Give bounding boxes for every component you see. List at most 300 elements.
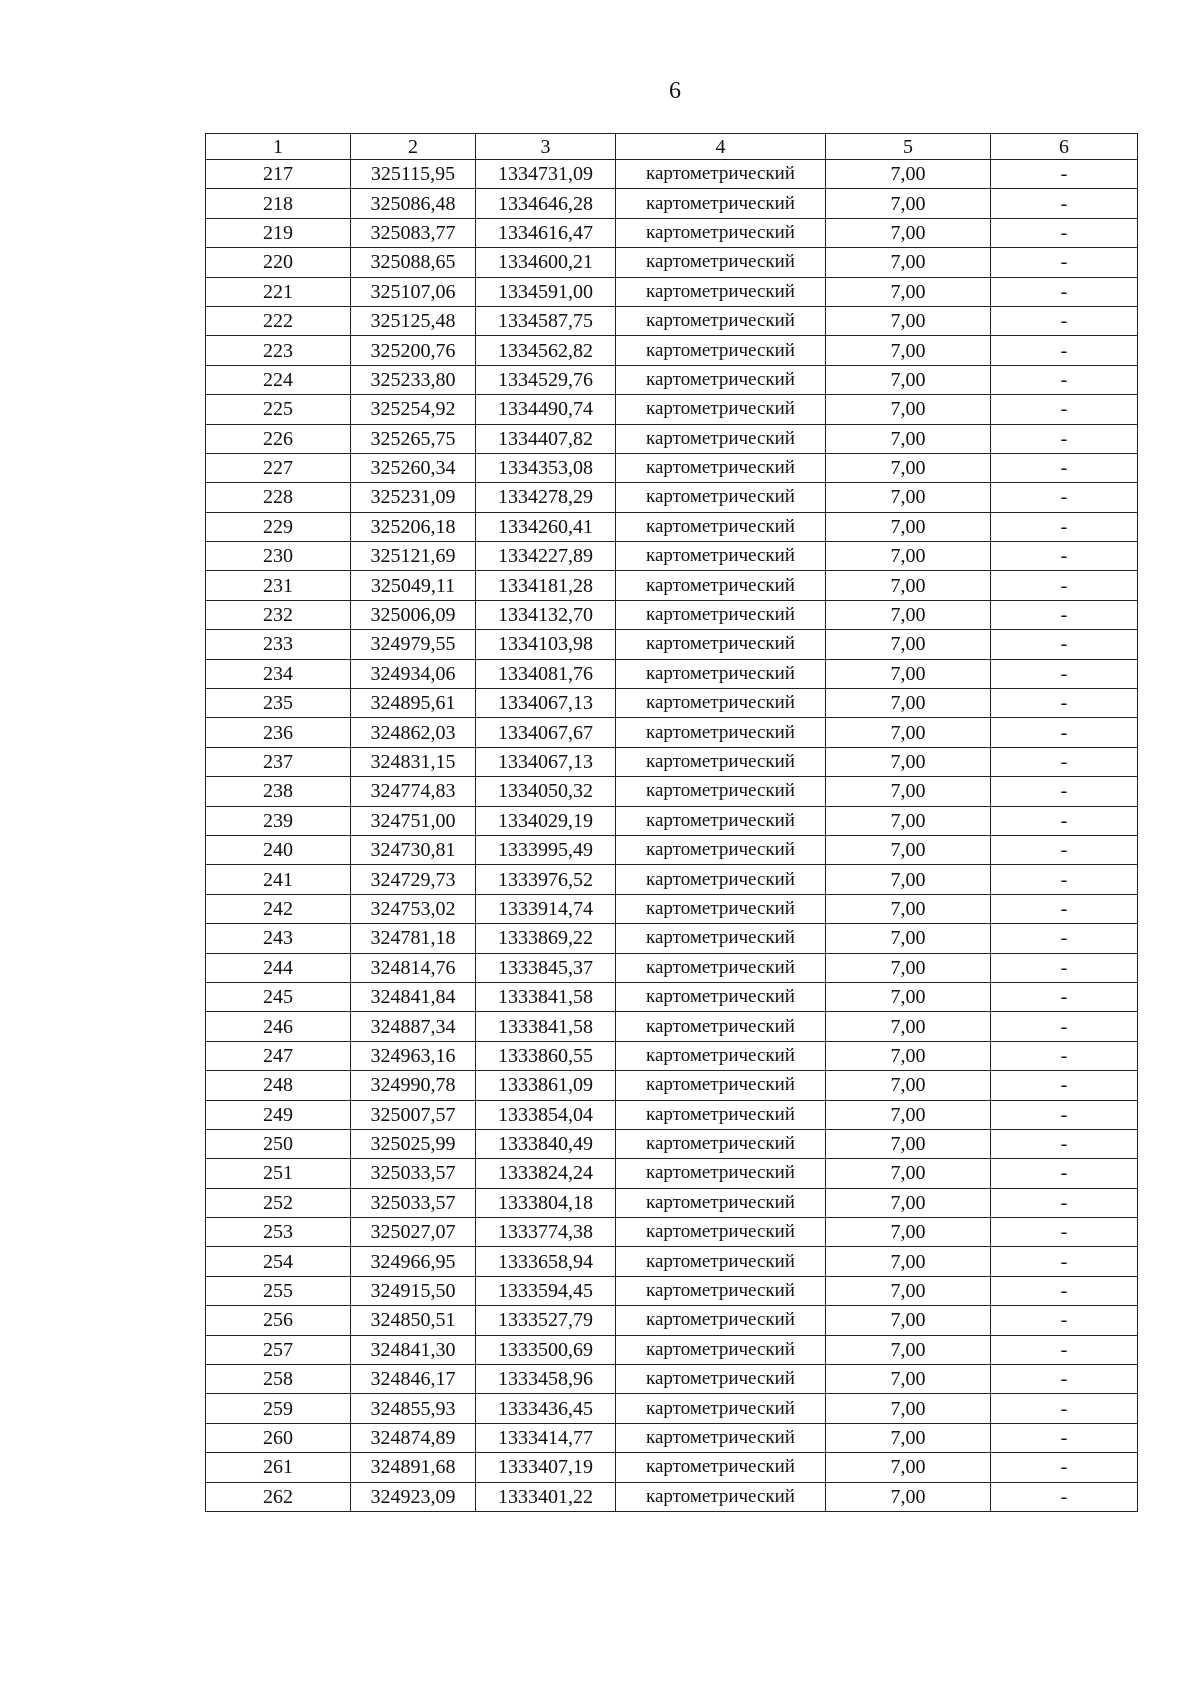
accuracy-cell: 7,00: [826, 659, 991, 688]
method-cell: картометрический: [616, 1218, 826, 1247]
method-cell: картометрический: [616, 982, 826, 1011]
accuracy-cell: 7,00: [826, 277, 991, 306]
point-number-cell: 224: [206, 365, 351, 394]
accuracy-cell: 7,00: [826, 747, 991, 776]
y-coordinate-cell: 1333976,52: [476, 865, 616, 894]
method-cell: картометрический: [616, 777, 826, 806]
x-coordinate-cell: 324891,68: [351, 1453, 476, 1482]
y-coordinate-cell: 1334353,08: [476, 453, 616, 482]
note-cell: -: [991, 483, 1138, 512]
table-row: [206, 630, 1138, 659]
point-number-cell: 251: [206, 1159, 351, 1188]
note-cell: -: [991, 600, 1138, 629]
point-number-cell: 233: [206, 630, 351, 659]
point-number-cell: 218: [206, 189, 351, 218]
y-coordinate-cell: 1333407,19: [476, 1453, 616, 1482]
note-cell: -: [991, 336, 1138, 365]
column-header: 6: [991, 134, 1138, 160]
point-number-cell: 258: [206, 1365, 351, 1394]
x-coordinate-cell: 325033,57: [351, 1188, 476, 1217]
note-cell: -: [991, 1100, 1138, 1129]
note-cell: -: [991, 1012, 1138, 1041]
note-cell: -: [991, 1394, 1138, 1423]
x-coordinate-cell: 325233,80: [351, 365, 476, 394]
point-number-cell: 229: [206, 512, 351, 541]
table-row: [206, 1159, 1138, 1188]
y-coordinate-cell: 1333914,74: [476, 894, 616, 923]
table-row: [206, 306, 1138, 335]
table-row: [206, 336, 1138, 365]
y-coordinate-cell: 1334081,76: [476, 659, 616, 688]
table-row: [206, 483, 1138, 512]
note-cell: -: [991, 1041, 1138, 1070]
x-coordinate-cell: 325086,48: [351, 189, 476, 218]
table-row: [206, 218, 1138, 247]
y-coordinate-cell: 1334562,82: [476, 336, 616, 365]
method-cell: картометрический: [616, 1423, 826, 1452]
x-coordinate-cell: 325254,92: [351, 395, 476, 424]
accuracy-cell: 7,00: [826, 571, 991, 600]
method-cell: картометрический: [616, 1276, 826, 1305]
y-coordinate-cell: 1333824,24: [476, 1159, 616, 1188]
y-coordinate-cell: 1334260,41: [476, 512, 616, 541]
x-coordinate-cell: 324966,95: [351, 1247, 476, 1276]
x-coordinate-cell: 325125,48: [351, 306, 476, 335]
point-number-cell: 260: [206, 1423, 351, 1452]
point-number-cell: 240: [206, 835, 351, 864]
accuracy-cell: 7,00: [826, 542, 991, 571]
note-cell: -: [991, 248, 1138, 277]
method-cell: картометрический: [616, 953, 826, 982]
table-row: [206, 1012, 1138, 1041]
point-number-cell: 259: [206, 1394, 351, 1423]
x-coordinate-cell: 324841,84: [351, 982, 476, 1011]
point-number-cell: 221: [206, 277, 351, 306]
x-coordinate-cell: 325200,76: [351, 336, 476, 365]
method-cell: картометрический: [616, 542, 826, 571]
point-number-cell: 247: [206, 1041, 351, 1070]
accuracy-cell: 7,00: [826, 1100, 991, 1129]
y-coordinate-cell: 1333845,37: [476, 953, 616, 982]
accuracy-cell: 7,00: [826, 248, 991, 277]
table-row: [206, 571, 1138, 600]
point-number-cell: 248: [206, 1071, 351, 1100]
point-number-cell: 257: [206, 1335, 351, 1364]
method-cell: картометрический: [616, 453, 826, 482]
note-cell: -: [991, 1335, 1138, 1364]
accuracy-cell: 7,00: [826, 483, 991, 512]
method-cell: картометрический: [616, 1100, 826, 1129]
x-coordinate-cell: 325260,34: [351, 453, 476, 482]
accuracy-cell: 7,00: [826, 777, 991, 806]
note-cell: -: [991, 306, 1138, 335]
accuracy-cell: 7,00: [826, 894, 991, 923]
column-header: 2: [351, 134, 476, 160]
note-cell: -: [991, 982, 1138, 1011]
accuracy-cell: 7,00: [826, 1012, 991, 1041]
note-cell: -: [991, 630, 1138, 659]
point-number-cell: 225: [206, 395, 351, 424]
table-row: [206, 1306, 1138, 1335]
y-coordinate-cell: 1333841,58: [476, 982, 616, 1011]
x-coordinate-cell: 324963,16: [351, 1041, 476, 1070]
x-coordinate-cell: 325033,57: [351, 1159, 476, 1188]
accuracy-cell: 7,00: [826, 306, 991, 335]
y-coordinate-cell: 1334646,28: [476, 189, 616, 218]
method-cell: картометрический: [616, 718, 826, 747]
x-coordinate-cell: 324990,78: [351, 1071, 476, 1100]
table-row: [206, 1394, 1138, 1423]
y-coordinate-cell: 1333414,77: [476, 1423, 616, 1452]
y-coordinate-cell: 1334591,00: [476, 277, 616, 306]
table-row: [206, 600, 1138, 629]
method-cell: картометрический: [616, 306, 826, 335]
x-coordinate-cell: 324841,30: [351, 1335, 476, 1364]
x-coordinate-cell: 325027,07: [351, 1218, 476, 1247]
note-cell: -: [991, 1188, 1138, 1217]
point-number-cell: 236: [206, 718, 351, 747]
note-cell: -: [991, 512, 1138, 541]
note-cell: -: [991, 1482, 1138, 1511]
accuracy-cell: 7,00: [826, 1159, 991, 1188]
x-coordinate-cell: 324915,50: [351, 1276, 476, 1305]
method-cell: картометрический: [616, 630, 826, 659]
method-cell: картометрический: [616, 747, 826, 776]
method-cell: картометрический: [616, 924, 826, 953]
note-cell: -: [991, 806, 1138, 835]
table-body: [206, 134, 1138, 1512]
point-number-cell: 255: [206, 1276, 351, 1305]
table-row: [206, 1100, 1138, 1129]
point-number-cell: 219: [206, 218, 351, 247]
point-number-cell: 231: [206, 571, 351, 600]
table-row: [206, 982, 1138, 1011]
point-number-cell: 234: [206, 659, 351, 688]
point-number-cell: 245: [206, 982, 351, 1011]
x-coordinate-cell: 325006,09: [351, 600, 476, 629]
accuracy-cell: 7,00: [826, 630, 991, 659]
table-row: [206, 1276, 1138, 1305]
accuracy-cell: 7,00: [826, 365, 991, 394]
note-cell: -: [991, 777, 1138, 806]
y-coordinate-cell: 1333401,22: [476, 1482, 616, 1511]
method-cell: картометрический: [616, 806, 826, 835]
accuracy-cell: 7,00: [826, 924, 991, 953]
table-row: [206, 1453, 1138, 1482]
note-cell: -: [991, 953, 1138, 982]
table-row: [206, 1335, 1138, 1364]
method-cell: картометрический: [616, 571, 826, 600]
accuracy-cell: 7,00: [826, 1041, 991, 1070]
note-cell: -: [991, 1423, 1138, 1452]
method-cell: картометрический: [616, 865, 826, 894]
point-number-cell: 232: [206, 600, 351, 629]
table-row: [206, 542, 1138, 571]
table-row: [206, 894, 1138, 923]
table-row: [206, 248, 1138, 277]
table-row: [206, 424, 1138, 453]
column-header: 4: [616, 134, 826, 160]
y-coordinate-cell: 1334407,82: [476, 424, 616, 453]
point-number-cell: 222: [206, 306, 351, 335]
x-coordinate-cell: 324855,93: [351, 1394, 476, 1423]
table-row: [206, 1365, 1138, 1394]
accuracy-cell: 7,00: [826, 1453, 991, 1482]
x-coordinate-cell: 325107,06: [351, 277, 476, 306]
y-coordinate-cell: 1334050,32: [476, 777, 616, 806]
method-cell: картометрический: [616, 1071, 826, 1100]
point-number-cell: 223: [206, 336, 351, 365]
note-cell: -: [991, 160, 1138, 189]
y-coordinate-cell: 1334181,28: [476, 571, 616, 600]
note-cell: -: [991, 1365, 1138, 1394]
accuracy-cell: 7,00: [826, 865, 991, 894]
note-cell: -: [991, 1306, 1138, 1335]
accuracy-cell: 7,00: [826, 336, 991, 365]
x-coordinate-cell: 325265,75: [351, 424, 476, 453]
point-number-cell: 241: [206, 865, 351, 894]
coordinates-table: [205, 133, 1138, 1512]
y-coordinate-cell: 1333854,04: [476, 1100, 616, 1129]
point-number-cell: 242: [206, 894, 351, 923]
method-cell: картометрический: [616, 189, 826, 218]
point-number-cell: 230: [206, 542, 351, 571]
x-coordinate-cell: 324874,89: [351, 1423, 476, 1452]
x-coordinate-cell: 324753,02: [351, 894, 476, 923]
table-row: [206, 277, 1138, 306]
y-coordinate-cell: 1333860,55: [476, 1041, 616, 1070]
method-cell: картометрический: [616, 424, 826, 453]
note-cell: -: [991, 1159, 1138, 1188]
note-cell: -: [991, 924, 1138, 953]
point-number-cell: 217: [206, 160, 351, 189]
note-cell: -: [991, 865, 1138, 894]
note-cell: -: [991, 1276, 1138, 1305]
point-number-cell: 220: [206, 248, 351, 277]
y-coordinate-cell: 1334278,29: [476, 483, 616, 512]
x-coordinate-cell: 324751,00: [351, 806, 476, 835]
method-cell: картометрический: [616, 659, 826, 688]
method-cell: картометрический: [616, 1335, 826, 1364]
method-cell: картометрический: [616, 218, 826, 247]
note-cell: -: [991, 1453, 1138, 1482]
table-row: [206, 1129, 1138, 1158]
note-cell: -: [991, 542, 1138, 571]
point-number-cell: 227: [206, 453, 351, 482]
y-coordinate-cell: 1334067,67: [476, 718, 616, 747]
x-coordinate-cell: 325231,09: [351, 483, 476, 512]
method-cell: картометрический: [616, 689, 826, 718]
method-cell: картометрический: [616, 1012, 826, 1041]
point-number-cell: 237: [206, 747, 351, 776]
x-coordinate-cell: 324781,18: [351, 924, 476, 953]
table-row: [206, 453, 1138, 482]
table-row: [206, 777, 1138, 806]
method-cell: картометрический: [616, 512, 826, 541]
x-coordinate-cell: 325115,95: [351, 160, 476, 189]
accuracy-cell: 7,00: [826, 1276, 991, 1305]
table-row: [206, 689, 1138, 718]
method-cell: картометрический: [616, 1306, 826, 1335]
accuracy-cell: 7,00: [826, 953, 991, 982]
note-cell: -: [991, 453, 1138, 482]
method-cell: картометрический: [616, 1394, 826, 1423]
x-coordinate-cell: 324934,06: [351, 659, 476, 688]
y-coordinate-cell: 1333527,79: [476, 1306, 616, 1335]
x-coordinate-cell: 324774,83: [351, 777, 476, 806]
accuracy-cell: 7,00: [826, 453, 991, 482]
x-coordinate-cell: 324846,17: [351, 1365, 476, 1394]
x-coordinate-cell: 324831,15: [351, 747, 476, 776]
note-cell: -: [991, 1247, 1138, 1276]
y-coordinate-cell: 1333869,22: [476, 924, 616, 953]
method-cell: картометрический: [616, 1365, 826, 1394]
method-cell: картометрический: [616, 336, 826, 365]
method-cell: картометрический: [616, 160, 826, 189]
y-coordinate-cell: 1333500,69: [476, 1335, 616, 1364]
method-cell: картометрический: [616, 395, 826, 424]
accuracy-cell: 7,00: [826, 982, 991, 1011]
point-number-cell: 226: [206, 424, 351, 453]
accuracy-cell: 7,00: [826, 160, 991, 189]
table-row: [206, 1071, 1138, 1100]
note-cell: -: [991, 571, 1138, 600]
method-cell: картометрический: [616, 1041, 826, 1070]
column-header: 1: [206, 134, 351, 160]
y-coordinate-cell: 1333861,09: [476, 1071, 616, 1100]
x-coordinate-cell: 325049,11: [351, 571, 476, 600]
y-coordinate-cell: 1333841,58: [476, 1012, 616, 1041]
x-coordinate-cell: 325007,57: [351, 1100, 476, 1129]
accuracy-cell: 7,00: [826, 1071, 991, 1100]
table-row: [206, 1188, 1138, 1217]
method-cell: картометрический: [616, 365, 826, 394]
y-coordinate-cell: 1334132,70: [476, 600, 616, 629]
method-cell: картометрический: [616, 894, 826, 923]
note-cell: -: [991, 424, 1138, 453]
x-coordinate-cell: 325121,69: [351, 542, 476, 571]
note-cell: -: [991, 718, 1138, 747]
table-row: [206, 865, 1138, 894]
table-row: [206, 395, 1138, 424]
point-number-cell: 252: [206, 1188, 351, 1217]
y-coordinate-cell: 1334067,13: [476, 747, 616, 776]
y-coordinate-cell: 1334067,13: [476, 689, 616, 718]
accuracy-cell: 7,00: [826, 1306, 991, 1335]
x-coordinate-cell: 324862,03: [351, 718, 476, 747]
table-row: [206, 747, 1138, 776]
table-row: [206, 659, 1138, 688]
table-row: [206, 835, 1138, 864]
method-cell: картометрический: [616, 1247, 826, 1276]
note-cell: -: [991, 894, 1138, 923]
note-cell: -: [991, 659, 1138, 688]
x-coordinate-cell: 324979,55: [351, 630, 476, 659]
point-number-cell: 262: [206, 1482, 351, 1511]
accuracy-cell: 7,00: [826, 806, 991, 835]
accuracy-cell: 7,00: [826, 1482, 991, 1511]
x-coordinate-cell: 324923,09: [351, 1482, 476, 1511]
note-cell: -: [991, 277, 1138, 306]
x-coordinate-cell: 324730,81: [351, 835, 476, 864]
y-coordinate-cell: 1333594,45: [476, 1276, 616, 1305]
point-number-cell: 244: [206, 953, 351, 982]
accuracy-cell: 7,00: [826, 1129, 991, 1158]
note-cell: -: [991, 835, 1138, 864]
y-coordinate-cell: 1333804,18: [476, 1188, 616, 1217]
accuracy-cell: 7,00: [826, 218, 991, 247]
note-cell: -: [991, 1071, 1138, 1100]
page-number: 6: [669, 78, 681, 104]
y-coordinate-cell: 1333458,96: [476, 1365, 616, 1394]
method-cell: картометрический: [616, 1159, 826, 1188]
column-header: 3: [476, 134, 616, 160]
accuracy-cell: 7,00: [826, 1394, 991, 1423]
note-cell: -: [991, 1218, 1138, 1247]
accuracy-cell: 7,00: [826, 512, 991, 541]
accuracy-cell: 7,00: [826, 189, 991, 218]
y-coordinate-cell: 1334490,74: [476, 395, 616, 424]
point-number-cell: 235: [206, 689, 351, 718]
accuracy-cell: 7,00: [826, 395, 991, 424]
note-cell: -: [991, 747, 1138, 776]
table-row: [206, 924, 1138, 953]
method-cell: картометрический: [616, 600, 826, 629]
table-row: [206, 1482, 1138, 1511]
table-row: [206, 1218, 1138, 1247]
method-cell: картометрический: [616, 1453, 826, 1482]
point-number-cell: 261: [206, 1453, 351, 1482]
y-coordinate-cell: 1333774,38: [476, 1218, 616, 1247]
x-coordinate-cell: 325025,99: [351, 1129, 476, 1158]
point-number-cell: 239: [206, 806, 351, 835]
column-header: 5: [826, 134, 991, 160]
accuracy-cell: 7,00: [826, 1365, 991, 1394]
table-row: [206, 160, 1138, 189]
y-coordinate-cell: 1334587,75: [476, 306, 616, 335]
y-coordinate-cell: 1334103,98: [476, 630, 616, 659]
method-cell: картометрический: [616, 1129, 826, 1158]
point-number-cell: 238: [206, 777, 351, 806]
accuracy-cell: 7,00: [826, 600, 991, 629]
y-coordinate-cell: 1334731,09: [476, 160, 616, 189]
y-coordinate-cell: 1333658,94: [476, 1247, 616, 1276]
table-header-row: [206, 134, 1138, 160]
table-row: [206, 512, 1138, 541]
x-coordinate-cell: 324895,61: [351, 689, 476, 718]
note-cell: -: [991, 1129, 1138, 1158]
note-cell: -: [991, 689, 1138, 718]
table-row: [206, 365, 1138, 394]
accuracy-cell: 7,00: [826, 1247, 991, 1276]
y-coordinate-cell: 1334616,47: [476, 218, 616, 247]
x-coordinate-cell: 324887,34: [351, 1012, 476, 1041]
point-number-cell: 243: [206, 924, 351, 953]
note-cell: -: [991, 189, 1138, 218]
y-coordinate-cell: 1333995,49: [476, 835, 616, 864]
x-coordinate-cell: 325083,77: [351, 218, 476, 247]
table-row: [206, 1041, 1138, 1070]
y-coordinate-cell: 1334029,19: [476, 806, 616, 835]
y-coordinate-cell: 1334600,21: [476, 248, 616, 277]
accuracy-cell: 7,00: [826, 1218, 991, 1247]
x-coordinate-cell: 325206,18: [351, 512, 476, 541]
y-coordinate-cell: 1333436,45: [476, 1394, 616, 1423]
accuracy-cell: 7,00: [826, 835, 991, 864]
accuracy-cell: 7,00: [826, 424, 991, 453]
x-coordinate-cell: 324850,51: [351, 1306, 476, 1335]
accuracy-cell: 7,00: [826, 689, 991, 718]
